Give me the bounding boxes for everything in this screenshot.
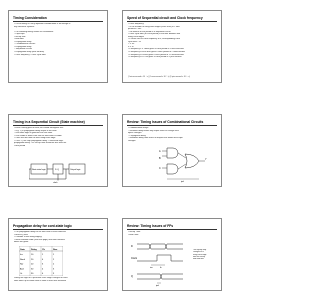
- table-cell: 3: [42, 263, 44, 266]
- body-line: – Sequential circuits: [14, 48, 32, 51]
- table-cell: 20: [31, 258, 34, 261]
- body-line: inputs changes: [128, 132, 142, 135]
- body-line: – Flip-Flops: [14, 33, 25, 36]
- table-cell: 30: [31, 273, 34, 276]
- body-line: • From a timing point of view, we should distinguish two:: [14, 127, 64, 129]
- body-line: Clock period: [14, 144, 26, 147]
- title-rule: [127, 229, 217, 230]
- and-gate-1: [167, 148, 178, 158]
- side-line: rising clock edge: [193, 253, 207, 256]
- body-line: changes: [128, 139, 136, 142]
- title-rule: [13, 229, 103, 230]
- body-line: rising clock edges: [128, 35, 144, 38]
- hold-time-label: th: [160, 267, 162, 269]
- body-line: • The following timing issues are considered:: [14, 30, 54, 33]
- body-line: F = 1/T: [128, 45, 135, 48]
- body-line: • Clock frequency:: [128, 23, 145, 25]
- body-line: T = 1/F: [128, 43, 135, 46]
- title-rule: [13, 125, 103, 126]
- output-logic-label: Output logic: [70, 169, 81, 171]
- table-cell: Or: [20, 273, 23, 276]
- table-cell: 4: [42, 258, 44, 261]
- body-line: • If frequency F=500 MHz gives a clock period of 2 nano-second: [128, 51, 185, 54]
- table-cell: And: [20, 268, 24, 271]
- slide-timing-sequential: [8, 114, 108, 187]
- input-a-label: A: [159, 150, 161, 153]
- body-line: – the inverse of the period of a sequential circuit: [128, 30, 171, 33]
- slide-side-text: [193, 249, 217, 260]
- body-line: • Hold time: [14, 38, 24, 41]
- table-header: Gate: [20, 248, 25, 251]
- output-y-label: Y: [205, 158, 207, 161]
- slide-body: [14, 127, 103, 147]
- clock-label: clock: [53, 182, 58, 184]
- side-line: changes on a: [193, 251, 204, 254]
- body-line: • If frequency F=1 THz gives a clock period of 1 pico-second: [128, 56, 182, 59]
- table-cell: 20: [31, 263, 34, 266]
- table-cell: 3: [53, 268, 55, 271]
- body-line: • Combinational delays: [128, 127, 149, 129]
- slide-speed-clock-frequency: [122, 10, 222, 83]
- slide-propagation-delay: [8, 218, 108, 291]
- slide-body: [14, 231, 103, 244]
- table-cell: 10: [31, 254, 34, 256]
- body-line: cycle time T is:: [128, 40, 142, 43]
- input-c-label: C: [159, 167, 161, 170]
- body-line: propagation delay + FF set-up time should be less than the: [14, 142, 67, 145]
- body-line: • The propagation delay for the next state is also called the: [14, 231, 66, 233]
- body-line: • There are one time the next rising-clock edge: [14, 137, 56, 140]
- ff-timing-waveform: [131, 241, 185, 287]
- side-line: The flip-flop only: [193, 249, 207, 251]
- body-line: • Circuit timing is a very important consideration in the design of: [14, 23, 71, 25]
- body-line: – is the number of rising-clock edges (clock ticks) in 1 time: [128, 25, 180, 28]
- tpd-label: tpd: [156, 285, 159, 287]
- body-line: • Propagation delay (time horizon): [14, 51, 45, 54]
- body-line: • Clock frequency / Clock cycle time: [14, 53, 46, 56]
- flip-flop-label: D Q: [55, 169, 59, 171]
- slide-body: [128, 231, 217, 236]
- table-cell: 4: [42, 268, 44, 271]
- body-line: During the logic for a particular clock stage changes for each: [14, 277, 68, 279]
- body-line: – E.g. 1) is propagation delay output of the state: [14, 129, 57, 132]
- side-line: after the set-up: [193, 255, 206, 258]
- slide-ff-timing: [122, 218, 222, 291]
- title-rule: [13, 21, 103, 22]
- and-gate-2: [167, 164, 178, 174]
- slide-after-text: [14, 277, 103, 282]
- slide-body: [128, 127, 217, 142]
- body-line: – Combinational circuits: [14, 43, 36, 46]
- table-cell: Nand: [20, 258, 25, 261]
- setup-time-label: tsu: [150, 267, 153, 269]
- body-line: any electronic systems: [14, 25, 35, 28]
- state-machine-diagram: [29, 160, 89, 184]
- slide-footnote: (1 micro-second = 10⁻⁶ s) (1 nano-second = 10⁻⁹ s) (1 pico-second = 10⁻¹² s): [128, 76, 190, 78]
- title-rule: [127, 21, 217, 22]
- table-cell: Nor: [20, 263, 24, 266]
- table-cell: 2: [53, 258, 55, 261]
- slide-title: Review: Timing Issues of Combinational Circuits: [127, 120, 204, 124]
- table-header: Size: [53, 248, 58, 251]
- body-line: • Clock cycle time (or clock period) is the time between two: [128, 33, 181, 36]
- slide-timing-consideration: [8, 10, 108, 83]
- d-signal-label: D: [131, 245, 133, 248]
- table-cell: 2: [53, 263, 55, 266]
- table-header: Delay: [31, 248, 37, 251]
- slide-title: Timing in a Sequential Circuit (State machine): [13, 120, 85, 124]
- gate-delay-table: [19, 246, 63, 276]
- body-line: – Minimum delay before any output starts to change once: [128, 129, 179, 132]
- slide-title: Review: Timing Issues of FFs: [127, 224, 174, 228]
- body-line: state takes up to some extra of state a and b one transition: [14, 279, 67, 282]
- body-line: • If circuit runs at clock frequency of F, corresponding clock: [128, 38, 180, 41]
- slide-body: [14, 23, 103, 56]
- body-line: tables are given:: [14, 241, 29, 244]
- body-line: Clock-to-Q time: [14, 233, 28, 236]
- table-header: Ch: [42, 248, 45, 251]
- body-line: – next state logic to generate the next state: [14, 132, 53, 135]
- body-line: – Propagation delay: [128, 134, 146, 137]
- body-line: • Hold Time:: [128, 233, 139, 236]
- propagation-delay-label: tpd: [181, 181, 184, 183]
- next-state-logic-label: Next-state logic: [32, 169, 46, 171]
- body-line: • Set-up time: [14, 35, 26, 38]
- table-cell: 4: [42, 273, 44, 276]
- body-line: • State transition table (see next page) and state machine: [14, 238, 65, 241]
- combinational-gate-diagram: [159, 145, 209, 183]
- slide-title: Propagation delay for cont.state logic: [13, 224, 72, 228]
- table-cell: 1: [42, 254, 44, 256]
- body-line: • If frequency F=1GHz gives a clock period of 1.0 nano-second: [128, 53, 184, 56]
- body-line: • Thus: C) the Flop propagation delay + Next-state logic: [14, 139, 64, 142]
- body-line: • Propagation delay: [14, 40, 32, 43]
- input-b-label: B: [159, 157, 161, 160]
- slide-title: Speed of Sequential circuit and Clock frequency: [127, 16, 203, 20]
- table-cell: 30: [31, 268, 34, 271]
- body-line: – Maximum delay after which all outputs are stable once input: [128, 137, 183, 140]
- body-line: • Consider it from rising edge(s): [14, 236, 43, 239]
- table-cell: 3: [53, 273, 55, 276]
- title-rule: [127, 125, 217, 126]
- table-cell: Inv: [20, 254, 23, 256]
- slide-body: [128, 23, 217, 59]
- body-line: period of 1 sec.: [128, 28, 142, 31]
- table-cell: 1: [53, 254, 55, 256]
- or-gate: [185, 154, 199, 168]
- body-line: • Propagation delay: [14, 45, 32, 48]
- slide-title: Timing Consideration: [13, 16, 47, 20]
- side-line: and hold time: [193, 258, 204, 261]
- body-line: • Set-up Time:: [128, 231, 141, 233]
- clock-signal-label: Clock: [131, 257, 137, 260]
- body-line: • One needs to make sure that the next-state is stable: [14, 134, 62, 137]
- slide-combinational-timing: [122, 114, 222, 187]
- q-signal-label: Q: [131, 275, 133, 278]
- body-line: • If frequency F = 1MHz gives a clock period of 1 micro-second: [128, 48, 184, 51]
